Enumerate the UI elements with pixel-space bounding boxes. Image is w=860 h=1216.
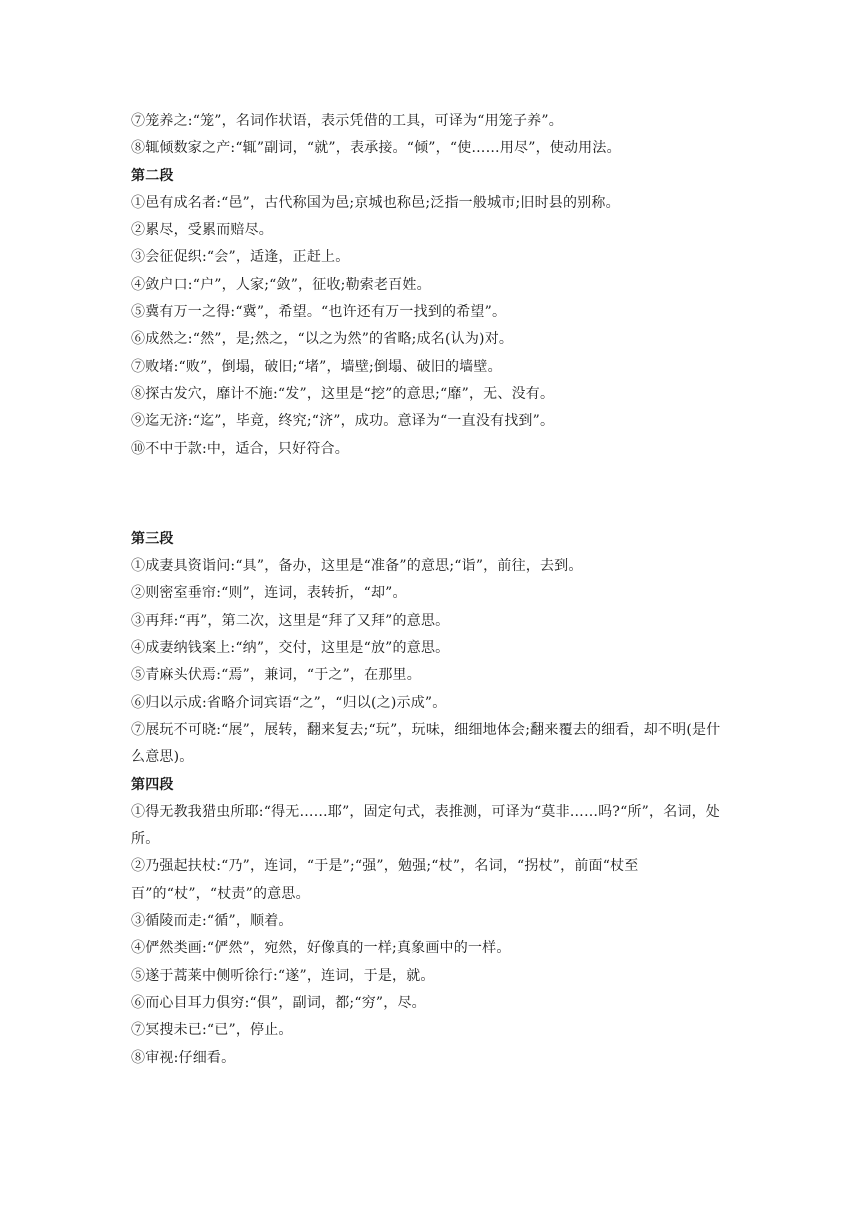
section-heading: 第四段: [131, 776, 174, 793]
section-heading: 第二段: [131, 167, 174, 184]
list-item: ⑧辄倾数家之产:“辄”副词，“就”，表承接。“倾”，“使……用尽”，使动用法。: [131, 140, 621, 157]
list-item: ⑨迄无济:“迄”，毕竟，终究;“济”，成功。意译为“一直没有找到”。: [131, 413, 555, 430]
list-item: ⑦展玩不可晓:“展”，展转，翻来复去;“玩”，玩味，细细地体会;翻来覆去的细看，却不明(是什么意思)。: [131, 721, 721, 766]
list-item: ②则密室垂帘:“则”，连词，表转折，“却”。: [131, 585, 407, 602]
list-item: ⑩不中于款:中，适合，只好符合。: [131, 440, 349, 457]
list-item: ③会征促织:“会”，适逢，正赶上。: [131, 249, 350, 266]
list-item: ②乃强起扶杖:“乃”，连词，“于是”;“强”，勉强;“杖”，名词，“拐杖”，前面“杖至百”的“杖”，“杖责”的意思。: [131, 858, 639, 902]
list-item: ①成妻具资诣问:“具”，备办，这里是“准备”的意思;“诣”，前往，去到。: [131, 558, 583, 575]
section-heading: 第三段: [131, 530, 174, 547]
list-item: ⑥而心目耳力俱穷:“俱”，副词，都;“穷”，尽。: [131, 994, 426, 1011]
list-item: ④俨然类画:“俨然”，宛然，好像真的一样;真象画中的一样。: [131, 940, 511, 957]
list-item: ⑥归以示成:省略介词宾语“之”，“归以(之)示成”。: [131, 694, 447, 711]
list-item: ①得无教我猎虫所耶:“得无……耶”，固定句式，表推测，可译为“莫非……吗?“所”，名词，处所。: [131, 803, 721, 848]
list-item: ④成妻纳钱案上:“纳”，交付，这里是“放”的意思。: [131, 640, 450, 657]
section-spacer: [131, 463, 731, 499]
list-item: ③再拜:“再”，第二次，这里是“拜了又拜”的意思。: [131, 612, 450, 629]
list-item: ⑤冀有万一之得:“冀”，希望。“也许还有万一找到的希望”。: [131, 304, 507, 321]
list-item: ④敛户口:“户”，人家;“敛”，征收;勒索老百姓。: [131, 276, 431, 293]
list-item: ⑦冥搜未已:“已”，停止。: [131, 1022, 293, 1039]
document-body: [131, 108, 731, 1072]
list-item: ⑤青麻头伏焉:“焉”，兼词，“于之”，在那里。: [131, 667, 421, 684]
list-item: ⑦笼养之:“笼”，名词作状语，表示凭借的工具，可译为“用笼子养”。: [131, 113, 563, 129]
section-spacer: [131, 499, 731, 526]
list-item: ⑥成然之:“然”，是;然之，“以之为然”的省略;成名(认为)对。: [131, 331, 514, 348]
list-item: ①邑有成名者:“邑”，古代称国为邑;京城也称邑;泛指一般城市;旧时县的别称。: [131, 194, 620, 211]
list-item: ②累尽，受累而赔尽。: [131, 222, 273, 239]
list-item: ⑦败堵:“败”，倒塌，破旧;“堵”，墙壁;倒塌、破旧的墙壁。: [131, 358, 502, 375]
list-item: ⑧探古发穴，靡计不施:“发”，这里是“挖”的意思;“靡”，无、没有。: [131, 385, 555, 402]
list-item: ⑤遂于蒿莱中侧听徐行:“遂”，连词，于是，就。: [131, 967, 435, 984]
list-item: ③循陵而走:“循”，顺着。: [131, 913, 293, 930]
list-item: ⑧审视:仔细看。: [131, 1049, 236, 1066]
